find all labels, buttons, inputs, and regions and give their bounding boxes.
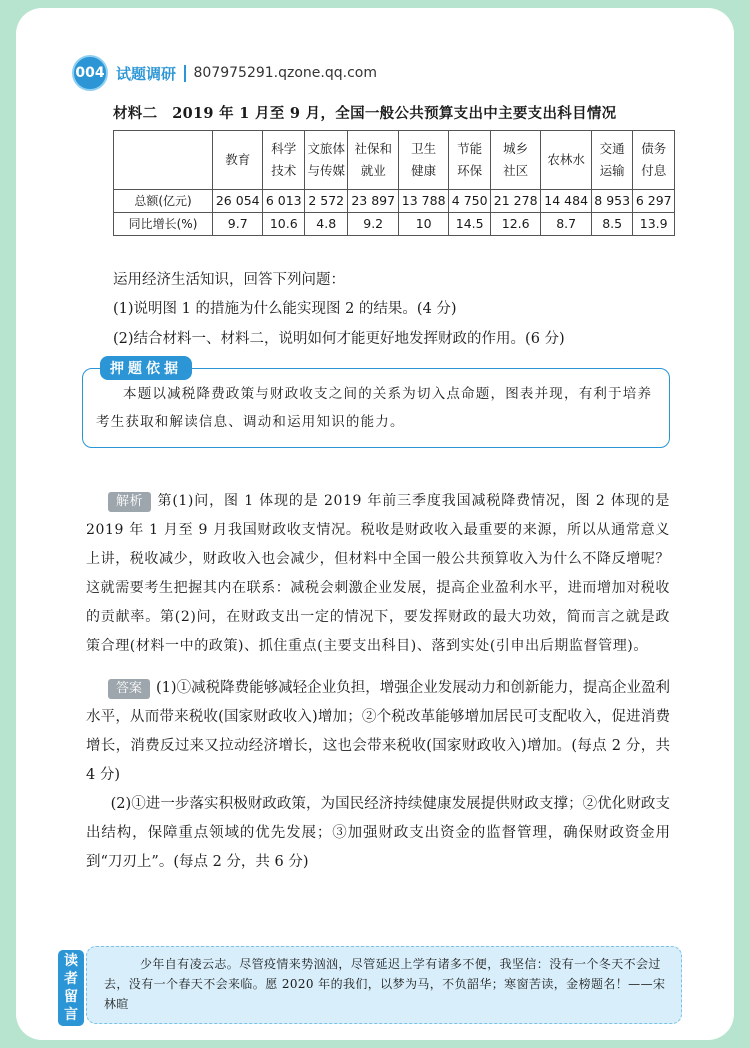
header-url: 807975291.qzone.qq.com	[193, 65, 377, 81]
column-header	[633, 131, 675, 190]
table-row	[114, 190, 675, 213]
table-cell: 9.7	[213, 213, 263, 236]
column-header-line: 农林水	[547, 152, 585, 167]
table-cell: 6 297	[633, 190, 675, 213]
expenditure-table	[113, 130, 675, 236]
table-cell: 9.2	[348, 213, 398, 236]
basis-text: 本题以减税降费政策与财政收支之间的关系为切入点命题，图表并现，有利于培养考生获取和解读信息、调动和运用知识的能力。	[96, 386, 653, 430]
table-cell: 6 013	[263, 190, 305, 213]
table-cell: 10.6	[263, 213, 305, 236]
table-cell: 4 750	[449, 190, 491, 213]
column-header	[305, 131, 348, 190]
basis-label: 押题依据	[100, 356, 192, 380]
column-header-line: 科学	[271, 141, 297, 156]
table-cell: 23 897	[348, 190, 398, 213]
reader-tab-char: 言	[64, 1007, 78, 1023]
column-header-line: 交通	[599, 141, 625, 156]
column-header-line: 城乡	[503, 141, 529, 156]
column-header-line: 环保	[457, 163, 483, 178]
column-header-line: 债务	[641, 141, 667, 156]
reader-tab-char: 读	[64, 953, 78, 969]
column-header	[263, 131, 305, 190]
table-cell: 26 054	[213, 190, 263, 213]
column-header-line: 卫生	[411, 141, 437, 156]
page-header	[72, 55, 377, 91]
table-cell: 4.8	[305, 213, 348, 236]
table-cell: 21 278	[490, 190, 540, 213]
answer-part-2: (2)①进一步落实积极财政政策，为国民经济持续健康发展提供财政支撑；②优化财政支出结构，保障重点领域的优先发展；③加强财政支出资金的监督管理，确保财政资金用到“刀刃上”。(每点 2 分，共 6 分)	[86, 796, 670, 870]
table-cell: 13.9	[633, 213, 675, 236]
reader-tab-char: 者	[64, 971, 78, 987]
header-divider	[184, 65, 186, 82]
analysis-text: 第(1)问，图 1 体现的是 2019 年前三季度我国减税降费情况，图 2 体现的是 2019 年 1 月至 9 月我国财政收支情况。税收是财政收入最重要的来源，所以从通常意义上讲，税收减少，财政收入也会减少，但材料中全国一般公共预算收入为什么不降反增呢？这就需要考生把握其内在联系：减税会刺激企业发展，提高企业盈利水平，进而增加对税收的贡献率。第(2)问，在财政支出一定的情况下，要发挥财政的最大功效，简而言之就是政策合理(材料一中的政策)、抓住重点(主要支出科目)、落到实处(引申出后期监督管理)。	[86, 493, 670, 654]
column-header-line: 教育	[225, 152, 251, 167]
row-label: 总额(亿元)	[114, 190, 213, 213]
column-header	[490, 131, 540, 190]
column-header-line: 付息	[641, 163, 667, 178]
material-title: 材料二 2019 年 1 月至 9 月，全国一般公共预算支出中主要支出科目情况	[113, 105, 617, 122]
page-number-badge: 004	[72, 55, 108, 91]
table-cell: 8.7	[541, 213, 591, 236]
answer-tag: 答案	[108, 679, 150, 699]
table-cell: 10	[398, 213, 448, 236]
table-cell: 14 484	[541, 190, 591, 213]
column-header-line: 与传媒	[307, 163, 345, 178]
table-corner-cell	[114, 131, 213, 190]
column-header	[213, 131, 263, 190]
column-header	[541, 131, 591, 190]
table-row	[114, 213, 675, 236]
analysis-section	[86, 487, 670, 661]
table-cell: 8 953	[591, 190, 633, 213]
row-label: 同比增长(%)	[114, 213, 213, 236]
column-header-line: 运输	[599, 163, 625, 178]
header-title: 试题调研	[116, 64, 177, 83]
column-header-line: 技术	[271, 163, 297, 178]
question-intro: 运用经济生活知识，回答下列问题：	[113, 272, 345, 288]
column-header	[591, 131, 633, 190]
question-2: (2)结合材料一、材料二，说明如何才能更好地发挥财政的作用。(6 分)	[113, 331, 565, 347]
column-header-line: 健康	[411, 163, 437, 178]
table-cell: 8.5	[591, 213, 633, 236]
analysis-tag: 解析	[108, 492, 151, 512]
question-1: (1)说明图 1 的措施为什么能实现图 2 的结果。(4 分)	[113, 301, 457, 317]
table-cell: 2 572	[305, 190, 348, 213]
answer-part-1: (1)①减税降费能够减轻企业负担，增强企业发展动力和创新能力，提高企业盈利水平，从而带来税收(国家财政收入)增加；②个税改革能够增加居民可支配收入，促进消费增长，消费反过来又拉动经济增长，这也会带来税收(国家财政收入)增加。(每点 2 分，共 4 分)	[86, 680, 670, 783]
column-header	[449, 131, 491, 190]
table-header-row	[114, 131, 675, 190]
table-cell: 12.6	[490, 213, 540, 236]
column-header	[398, 131, 448, 190]
reader-message-text: 少年自有凌云志。尽管疫情来势汹汹，尽管延迟上学有诸多不便，我坚信：没有一个冬天不会过去，没有一个春天不会来临。愿 2020 年的我们，以梦为马，不负韶华；寒窗苦读，金榜题名！——宋林暄	[104, 957, 666, 1011]
column-header-line: 社区	[503, 163, 529, 178]
table-cell: 14.5	[449, 213, 491, 236]
column-header	[348, 131, 398, 190]
answer-section	[86, 674, 670, 877]
column-header-line: 社保和	[354, 141, 392, 156]
reader-message-tab	[58, 950, 84, 1026]
column-header-line: 就业	[360, 163, 386, 178]
reader-tab-char: 留	[64, 989, 78, 1005]
column-header-line: 节能	[457, 141, 483, 156]
column-header-line: 文旅体	[307, 141, 345, 156]
table-cell: 13 788	[398, 190, 448, 213]
